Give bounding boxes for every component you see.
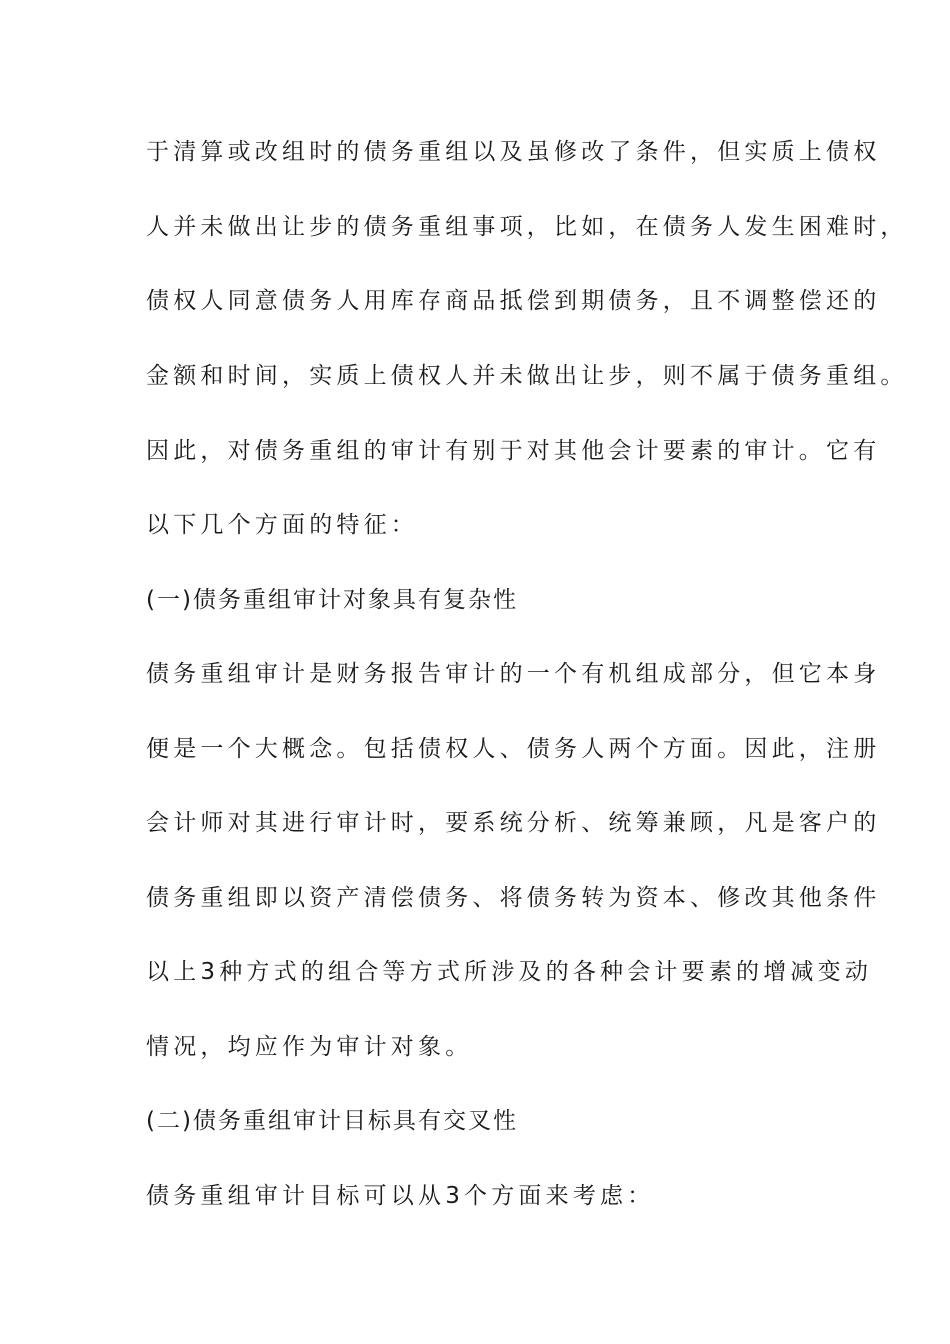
paragraph-line: 以下几个方面的特征： [146, 512, 418, 538]
paragraph-line: 以上3种方式的组合等方式所涉及的各种会计要素的增减变动 [146, 959, 873, 985]
paragraph-line: 便是一个大概念。包括债权人、债务人两个方面。因此，注册 [146, 736, 881, 762]
paragraph-line: 债务重组审计目标可以从3个方面来考虑： [146, 1183, 655, 1209]
paragraph-line: 债权人同意债务人用库存商品抵偿到期债务，且不调整偿还的 [146, 288, 881, 314]
paragraph-line: 金额和时间，实质上债权人并未做出让步，则不属于债务重组。 [146, 363, 908, 389]
section-heading: (二)债务重组审计目标具有交叉性 [146, 1108, 518, 1134]
paragraph-line: 于清算或改组时的债务重组以及虽修改了条件，但实质上债权 [146, 139, 881, 165]
paragraph-line: 因此，对债务重组的审计有别于对其他会计要素的审计。它有 [146, 438, 881, 464]
section-heading: (一)债务重组审计对象具有复杂性 [146, 587, 518, 613]
paragraph-line: 人并未做出让步的债务重组事项，比如，在债务人发生困难时， [146, 214, 908, 240]
paragraph-line: 会计师对其进行审计时，要系统分析、统筹兼顾，凡是客户的 [146, 810, 881, 836]
paragraph-line: 债务重组审计是财务报告审计的一个有机组成部分，但它本身 [146, 661, 881, 687]
paragraph-line: 债务重组即以资产清偿债务、将债务转为资本、修改其他条件 [146, 885, 881, 911]
paragraph-line: 情况，均应作为审计对象。 [146, 1034, 473, 1060]
